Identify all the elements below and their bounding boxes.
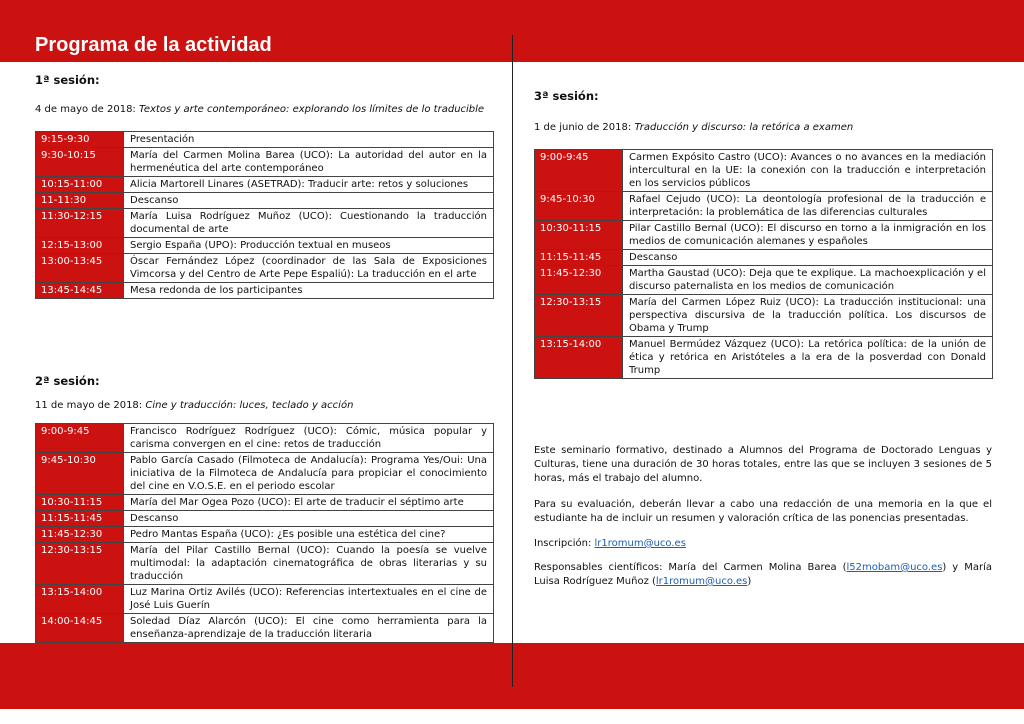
schedule-time: 10:30-11:15 [535, 221, 623, 250]
schedule-row [36, 495, 494, 511]
schedule-row [36, 585, 494, 614]
schedule-description: Descanso [124, 511, 494, 527]
evaluation-description: Para su evaluación, deberán llevar a cabo una redacción de una memoria en la que el estudiante ha de incluir un resumen y valoración crítica de las ponencias presentadas. [534, 499, 992, 524]
session-2-date: 11 de mayo de 2018: Cine y traducción: luces, teclado y acción [35, 400, 354, 411]
schedule-description: Descanso [623, 250, 993, 266]
schedule-description: Sergio España (UPO): Producción textual en museos [124, 238, 494, 254]
schedule-description: Rafael Cejudo (UCO): La deontología profesional de la traducción e interpretación: la problemática de las diferencias culturales [623, 192, 993, 221]
schedule-description: Descanso [124, 193, 494, 209]
session-3-date: 1 de junio de 2018: Traducción y discurso: la retórica a examen [534, 122, 854, 133]
session-3-heading: 3ª sesión: [534, 89, 599, 103]
schedule-time: 9:45-10:30 [535, 192, 623, 221]
schedule-row [535, 192, 993, 221]
schedule-description: Mesa redonda de los participantes [124, 283, 494, 299]
responsable-2-email-link[interactable]: lr1romum@uco.es [655, 576, 748, 587]
schedule-time: 13:45-14:45 [36, 283, 124, 299]
schedule-row [535, 221, 993, 250]
schedule-time: 13:15-14:00 [535, 337, 623, 379]
schedule-time: 9:30-10:15 [36, 148, 124, 177]
schedule-row [36, 283, 494, 299]
schedule-time: 13:15-14:00 [36, 585, 124, 614]
schedule-row [535, 337, 993, 379]
schedule-description: María del Carmen Molina Barea (UCO): La autoridad del autor en la hermenéutica del arte contemporáneo [124, 148, 494, 177]
schedule-time: 12:30-13:15 [36, 543, 124, 585]
schedule-description: María del Carmen López Ruiz (UCO): La traducción institucional: una perspectiva discursiva de la traducción política. Los discursos de Obama y Trump [623, 295, 993, 337]
session-2-heading: 2ª sesión: [35, 374, 100, 388]
schedule-row [36, 238, 494, 254]
schedule-row [535, 266, 993, 295]
seminar-description: Este seminario formativo, destinado a Alumnos del Programa de Doctorado Lenguas y Culturas, tiene una duración de 30 horas totales, entre las que se incluyen 3 sesiones de 5 horas, más el trabajo del alumno. [534, 445, 992, 484]
schedule-row [36, 453, 494, 495]
responsables-middle: ) y María Luisa Rodríguez Muñoz ( [534, 562, 992, 587]
responsables-line [534, 561, 992, 589]
schedule-time: 11:15-11:45 [535, 250, 623, 266]
schedule-description: Carmen Expósito Castro (UCO): Avances o no avances en la mediación intercultural en la UE: la conexión con la traducción e interpretación en los servicios públicos [623, 150, 993, 192]
responsable-1-email-link[interactable]: l52mobam@uco.es [846, 562, 943, 573]
schedule-row [36, 132, 494, 148]
schedule-description: Pablo García Casado (Filmoteca de Andalucía): Programa Yes/Oui: Una iniciativa de la Filmoteca de Andalucía para propiciar el conocimiento del cine en V.O.S.E. en el periodo escolar [124, 453, 494, 495]
schedule-time: 11:45-12:30 [535, 266, 623, 295]
schedule-time: 11:30-12:15 [36, 209, 124, 238]
schedule-time: 12:15-13:00 [36, 238, 124, 254]
schedule-time: 9:15-9:30 [36, 132, 124, 148]
schedule-description: María del Pilar Castillo Bernal (UCO): Cuando la poesía se vuelve multimodal: la adaptación cinematográfica de obras literarias y su traducción [124, 543, 494, 585]
responsables-end: ) [747, 576, 752, 587]
schedule-row [36, 614, 494, 643]
schedule-row [36, 527, 494, 543]
schedule-row [535, 150, 993, 192]
schedule-time: 12:30-13:15 [535, 295, 623, 337]
schedule-time: 10:15-11:00 [36, 177, 124, 193]
inscription-line [534, 537, 992, 551]
column-divider [512, 35, 513, 687]
schedule-row [36, 543, 494, 585]
schedule-time: 13:00-13:45 [36, 254, 124, 283]
page-title: Programa de la actividad [35, 34, 272, 56]
schedule-row [36, 148, 494, 177]
schedule-description: Alicia Martorell Linares (ASETRAD): Traducir arte: retos y soluciones [124, 177, 494, 193]
schedule-description: María del Mar Ogea Pozo (UCO): El arte de traducir el séptimo arte [124, 495, 494, 511]
session-1-date: 4 de mayo de 2018: Textos y arte contemporáneo: explorando los límites de lo traducible [35, 104, 485, 115]
schedule-row [36, 254, 494, 283]
schedule-time: 11:45-12:30 [36, 527, 124, 543]
schedule-description: Óscar Fernández López (coordinador de las Sala de Exposiciones Vimcorsa y del Centro de Arte Pepe Espaliú): La traducción en el arte [124, 254, 494, 283]
schedule-time: 9:00-9:45 [535, 150, 623, 192]
schedule-row [535, 295, 993, 337]
schedule-description: Pedro Mantas España (UCO): ¿Es posible una estética del cine? [124, 527, 494, 543]
schedule-time: 9:45-10:30 [36, 453, 124, 495]
session-1-table [35, 131, 494, 299]
responsables-label: Responsables científicos: María del Carmen Molina Barea ( [534, 562, 847, 573]
schedule-row [36, 177, 494, 193]
schedule-row [535, 250, 993, 266]
schedule-row [36, 511, 494, 527]
schedule-description: Francisco Rodríguez Rodríguez (UCO): Cómic, música popular y carisma convergen en el cine: retos de traducción [124, 424, 494, 453]
schedule-row [36, 209, 494, 238]
schedule-description: Luz Marina Ortiz Avilés (UCO): Referencias intertextuales en el cine de José Luis Guerín [124, 585, 494, 614]
schedule-row [36, 424, 494, 453]
schedule-row [36, 193, 494, 209]
session-3-table [534, 149, 993, 379]
schedule-description: Soledad Díaz Alarcón (UCO): El cine como herramienta para la enseñanza-aprendizaje de la traducción literaria [124, 614, 494, 643]
schedule-description: María Luisa Rodríguez Muñoz (UCO): Cuestionando la traducción documental de arte [124, 209, 494, 238]
inscription-email-link[interactable]: lr1romum@uco.es [594, 538, 686, 549]
session-2-table [35, 423, 494, 643]
schedule-time: 11-11:30 [36, 193, 124, 209]
schedule-description: Pilar Castillo Bernal (UCO): El discurso en torno a la inmigración en los medios de comunicación alemanes y españoles [623, 221, 993, 250]
schedule-time: 11:15-11:45 [36, 511, 124, 527]
schedule-description: Manuel Bermúdez Vázquez (UCO): La retórica política: de la unión de ética y retórica en Aristóteles a la era de la posverdad con Donald Trump [623, 337, 993, 379]
inscription-label: Inscripción: [534, 538, 595, 549]
schedule-description: Presentación [124, 132, 494, 148]
schedule-time: 9:00-9:45 [36, 424, 124, 453]
schedule-time: 10:30-11:15 [36, 495, 124, 511]
schedule-time: 14:00-14:45 [36, 614, 124, 643]
schedule-description: Martha Gaustad (UCO): Deja que te explique. La machoexplicación y el discurso paternalista en los medios de comunicación [623, 266, 993, 295]
session-1-heading: 1ª sesión: [35, 73, 100, 87]
